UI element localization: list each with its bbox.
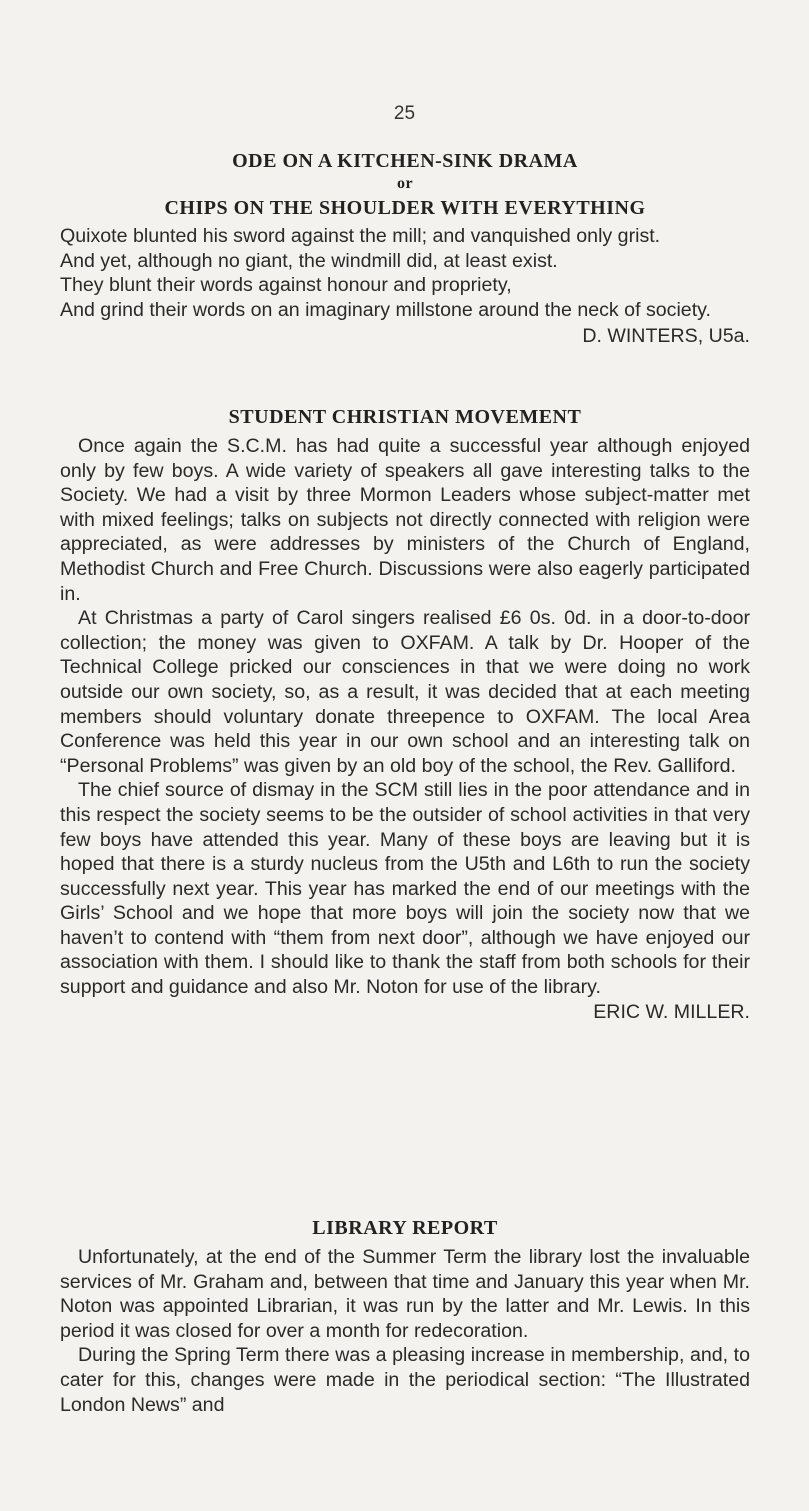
library-heading: LIBRARY REPORT (312, 1217, 498, 1239)
poem-body (60, 224, 750, 322)
library-body (60, 1245, 750, 1417)
poem-line: And grind their words on an imaginary millstone around the neck of society. (60, 298, 711, 321)
library-paragraph: Unfortunately, at the end of the Summer Term the library lost the invaluable services of Mr. Graham and, between that time and January this year when Mr. Noton was appointed Librarian, it was run by the latter and Mr. Lewis. In this period it was closed for over a month for redecoration. (60, 1246, 750, 1342)
scm-paragraph: Once again the S.C.M. has had quite a successful year although enjoyed only by few boys. A wide variety of speakers all gave interesting talks to the Society. We had a visit by three Mormon Leaders whose subject-matter met with mixed feelings; talks on subjects not directly connected with religion were appreciated, as were addresses by ministers of the Church of England, Methodist Church and Free Church. Discussions were also eagerly participated in. (60, 435, 750, 605)
poem-subtitle: CHIPS ON THE SHOULDER WITH EVERYTHING (164, 197, 646, 219)
poem-title-or: or (396, 175, 414, 192)
library-paragraph: During the Spring Term there was a pleasing increase in membership, and, to cater for this, changes were made in the periodical section: “The Illustrated London News” and (60, 1344, 750, 1416)
scm-author: ERIC W. MILLER. (593, 1000, 750, 1023)
library-section (60, 1217, 750, 1417)
poem-line: They blunt their words against honour and propriety, (60, 274, 512, 297)
scm-section (60, 406, 750, 1024)
poem-line: And yet, although no giant, the windmill did, at least exist. (60, 249, 558, 272)
scm-paragraph: At Christmas a party of Carol singers realised £6 0s. 0d. in a door-to-door collection; the money was given to OXFAM. A talk by Dr. Hooper of the Technical College pricked our consciences in that we were doing no work outside our own society, so, as a result, it was decided that at each meeting members should voluntary donate threepence to OXFAM. The local Area Conference was held this year in our own school and an interesting talk on “Personal Problems” was given by an old boy of the school, the Rev. Galliford. (60, 607, 750, 777)
poem-section (60, 150, 750, 349)
poem-author: D. WINTERS, U5a. (582, 325, 750, 348)
poem-title: ODE ON A KITCHEN-SINK DRAMA (232, 150, 578, 172)
poem-line: Quixote blunted his sword against the mill; and vanquished only grist. (60, 225, 661, 247)
page-number: 25 (393, 103, 416, 124)
scm-paragraph: The chief source of dismay in the SCM still lies in the poor attendance and in this respect the society seems to be the outsider of school activities in that very few boys have attended this year. Many of these boys are leaving but it is hoped that there is a sturdy nucleus from the U5th and L6th to run the society successfully next year. This year has marked the end of our meetings with the Girls’ School and we hope that more boys will join the society now that we haven’t to contend with “them from next door”, although we have enjoyed our association with them. I should like to thank the staff from both schools for their support and guidance and also Mr. Noton for use of the library. (60, 779, 750, 999)
scm-heading: STUDENT CHRISTIAN MOVEMENT (228, 406, 582, 428)
scm-body (60, 434, 750, 1000)
